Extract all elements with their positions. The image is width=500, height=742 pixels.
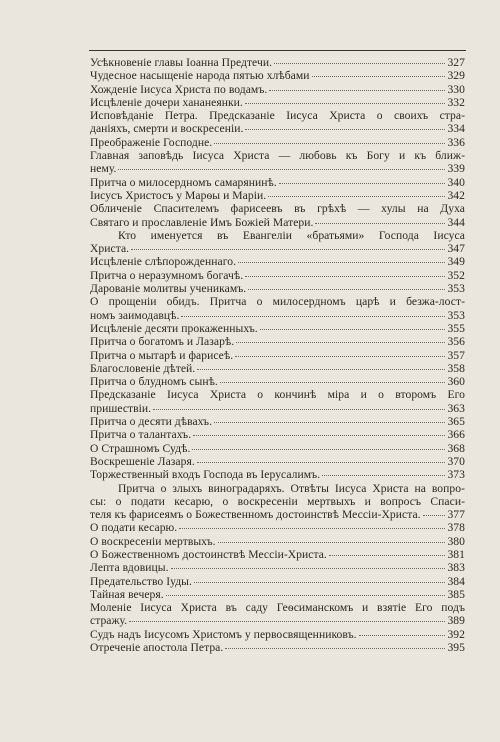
entry-title: Предательство Іуды. — [90, 574, 192, 588]
toc-entry — [90, 442, 465, 455]
toc-entry — [90, 614, 465, 627]
toc-entry-line — [90, 482, 465, 495]
toc-entry — [90, 588, 465, 601]
entry-title: сы: о подати кесарю, о воскресеніи мертвыхъ и вопросъ Спаси- — [90, 494, 465, 508]
page-number: 349 — [447, 255, 465, 269]
dot-leader — [245, 103, 445, 104]
entry-title: Исцѣленіе десяти прокаженныхъ. — [90, 321, 258, 335]
entry-title: Притча о богатомъ и Лазарѣ. — [90, 335, 235, 349]
toc-entry — [90, 322, 465, 335]
toc-entry-line — [90, 495, 465, 508]
page-number: 360 — [447, 375, 465, 389]
dot-leader — [129, 621, 445, 622]
dot-leader — [197, 462, 445, 463]
entry-title: нему. — [90, 162, 117, 176]
dot-leader — [322, 475, 445, 476]
dot-leader — [220, 382, 445, 383]
toc-entry — [90, 415, 465, 428]
page-number: 383 — [447, 561, 465, 575]
dot-leader — [225, 648, 445, 649]
dot-leader — [315, 223, 445, 224]
page-number: 342 — [447, 188, 465, 202]
page-number: 339 — [447, 162, 465, 176]
page-number: 384 — [447, 574, 465, 588]
toc-entry — [90, 176, 465, 189]
dot-leader — [245, 129, 445, 130]
toc-entry — [90, 242, 465, 255]
page-number: 340 — [447, 175, 465, 189]
page-number: 358 — [447, 361, 465, 375]
toc-entry-line — [90, 295, 465, 308]
entry-title: О Страшномъ Судѣ. — [90, 441, 191, 455]
dot-leader — [193, 435, 445, 436]
entry-title: Притча о десяти дѣвахъ. — [90, 415, 213, 429]
entry-title: теля къ фарисеямъ о Божественномъ достоинствѣ Мессіи-Христа. — [90, 508, 421, 522]
entry-title: Кто именуется въ Евангеліи «братьями» Господа Іисуса — [118, 228, 465, 242]
toc-entry — [90, 216, 465, 229]
toc-entry — [90, 189, 465, 202]
entry-title: Моленіе Іисуса Христа въ саду Геѳсиманскомъ и взятіе Его подъ — [90, 601, 465, 615]
toc-entry — [90, 535, 465, 548]
entry-title: Притча о злыхъ виноградаряхъ. Отвѣты Іисуса Христа на вопро- — [118, 481, 465, 495]
entry-title: Притча о блудномъ сынѣ. — [90, 375, 218, 389]
toc-entry — [90, 83, 465, 96]
dot-leader — [214, 143, 445, 144]
dot-leader — [192, 449, 445, 450]
dot-leader — [218, 542, 445, 543]
entry-title: Усѣкновеніе главы Іоанна Предтечи. — [90, 56, 273, 69]
toc-entry — [90, 402, 465, 415]
page-number: 380 — [447, 534, 465, 548]
entry-title: Предсказаніе Іисуса Христа о кончинѣ міра и о второмъ Его — [90, 388, 465, 402]
entry-title: Христа. — [90, 242, 130, 256]
entry-title: Исцѣленіе дочери хананеянки. — [90, 95, 243, 109]
page-number: 366 — [447, 428, 465, 442]
page-number: 327 — [447, 56, 465, 69]
dot-leader — [279, 183, 445, 184]
page-number: 329 — [447, 69, 465, 83]
toc-entry-line — [90, 229, 465, 242]
page-number: 378 — [447, 521, 465, 535]
page-number: 344 — [447, 215, 465, 229]
page-number: 353 — [447, 282, 465, 296]
toc-entry-line — [90, 202, 465, 215]
page-number: 363 — [447, 401, 465, 415]
page-number: 365 — [447, 415, 465, 429]
entry-title: О прощеніи обидъ. Притча о милосердномъ царѣ и безжа-лост- — [90, 295, 465, 309]
entry-title: Воскрешеніе Лазаря. — [90, 454, 195, 468]
entry-title: Тайная вечеря. — [90, 587, 164, 601]
toc-entry — [90, 282, 465, 295]
toc-entry — [90, 375, 465, 388]
toc-entry — [90, 69, 465, 82]
dot-leader — [268, 196, 445, 197]
dot-leader — [153, 409, 445, 410]
dot-leader — [245, 276, 445, 277]
dot-leader — [260, 329, 445, 330]
entry-title: Судъ надъ Іисусомъ Христомъ у первосвященниковъ. — [90, 627, 357, 641]
dot-leader — [235, 356, 445, 357]
dot-leader — [248, 289, 445, 290]
entry-title: Исцѣленіе слѣпорожденнаго. — [90, 255, 237, 269]
toc-entry — [90, 561, 465, 574]
toc-entry — [90, 548, 465, 561]
entry-title: Лепта вдовицы. — [90, 561, 169, 575]
dot-leader — [197, 369, 445, 370]
page-number: 385 — [447, 587, 465, 601]
page-number: 332 — [447, 95, 465, 109]
entry-title: Исповѣданіе Петра. Предсказаніе Іисуса Христа о своихъ стра- — [90, 109, 465, 123]
entry-title: Притча о неразумномъ богачѣ. — [90, 268, 244, 282]
table-of-contents — [90, 56, 465, 654]
dot-leader — [329, 555, 445, 556]
dot-leader — [312, 76, 445, 77]
dot-leader — [179, 528, 445, 529]
toc-entry — [90, 575, 465, 588]
toc-entry — [90, 508, 465, 521]
entry-title: Святаго и прославленіе Имъ Божіей Матери. — [90, 215, 314, 229]
toc-entry — [90, 428, 465, 441]
entry-title: О Божественномъ достоинствѣ Мессіи-Христа. — [90, 547, 327, 561]
toc-entry — [90, 269, 465, 282]
dot-leader — [181, 316, 445, 317]
page-number: 336 — [447, 135, 465, 149]
dot-leader — [194, 582, 445, 583]
entry-title: О воскресеніи мертвыхъ. — [90, 534, 216, 548]
dot-leader — [171, 568, 445, 569]
page-number: 389 — [447, 614, 465, 628]
entry-title: Преображеніе Господне. — [90, 135, 213, 149]
page-number: 368 — [447, 441, 465, 455]
dot-leader — [166, 595, 445, 596]
page-number: 357 — [447, 348, 465, 362]
toc-entry-line — [90, 388, 465, 401]
toc-entry — [90, 628, 465, 641]
page-number: 352 — [447, 268, 465, 282]
toc-entry — [90, 521, 465, 534]
dot-leader — [118, 169, 445, 170]
toc-entry — [90, 309, 465, 322]
entry-title: Главная заповѣдь Іисуса Христа — любовь къ Богу и къ ближ- — [90, 149, 465, 163]
page-number: 381 — [447, 547, 465, 561]
dot-leader — [131, 249, 445, 250]
entry-title: номъ заимодавцѣ. — [90, 308, 180, 322]
page-number: 353 — [447, 308, 465, 322]
page-number: 355 — [447, 321, 465, 335]
toc-entry — [90, 96, 465, 109]
entry-title: Іисусъ Христосъ у Марѳы и Маріи. — [90, 188, 267, 202]
dot-leader — [236, 342, 445, 343]
entry-title: пришествіи. — [90, 401, 152, 415]
dot-leader — [238, 262, 445, 263]
toc-entry — [90, 122, 465, 135]
page-number: 330 — [447, 82, 465, 96]
entry-title: стражу. — [90, 614, 128, 628]
toc-entry — [90, 335, 465, 348]
toc-entry — [90, 162, 465, 175]
page-number: 373 — [447, 468, 465, 482]
entry-title: Отреченіе апостола Петра. — [90, 641, 224, 655]
entry-title: даніяхъ, смерти и воскресеніи. — [90, 122, 244, 136]
toc-entry — [90, 255, 465, 268]
dot-leader — [269, 90, 445, 91]
dot-leader — [359, 635, 445, 636]
entry-title: О подати кесарю. — [90, 521, 178, 535]
page-number: 370 — [447, 454, 465, 468]
page-number: 395 — [447, 641, 465, 655]
toc-entry-line — [90, 601, 465, 614]
entry-title: Притча о мытарѣ и фарисеѣ. — [90, 348, 234, 362]
page-number: 356 — [447, 335, 465, 349]
entry-title: Торжественный входъ Господа въ Іерусалимъ. — [90, 468, 321, 482]
entry-title: Обличеніе Спасителемъ фарисеевъ въ грѣхѣ — хулы на Духа — [90, 202, 465, 216]
toc-entry — [90, 641, 465, 654]
entry-title: Дарованіе молитвы ученикамъ. — [90, 282, 247, 296]
toc-entry — [90, 349, 465, 362]
dot-leader — [423, 515, 445, 516]
toc-entry — [90, 362, 465, 375]
entry-title: Хожденіе Іисуса Христа по водамъ. — [90, 82, 268, 96]
page-number: 377 — [447, 508, 465, 522]
entry-title: Благословеніе дѣтей. — [90, 361, 196, 375]
entry-title: Притча о милосердномъ самарянинѣ. — [90, 175, 277, 189]
toc-entry — [90, 56, 465, 69]
page-number: 392 — [447, 627, 465, 641]
toc-entry-line — [90, 109, 465, 122]
page-number: 347 — [447, 242, 465, 256]
toc-entry — [90, 136, 465, 149]
toc-entry-line — [90, 149, 465, 162]
entry-title: Чудесное насыщеніе народа пятью хлѣбами — [90, 69, 310, 83]
dot-leader — [214, 422, 445, 423]
page-number: 334 — [447, 122, 465, 136]
top-rule — [89, 50, 466, 51]
toc-entry — [90, 468, 465, 481]
dot-leader — [274, 63, 445, 64]
toc-entry — [90, 455, 465, 468]
entry-title: Притча о талантахъ. — [90, 428, 192, 442]
